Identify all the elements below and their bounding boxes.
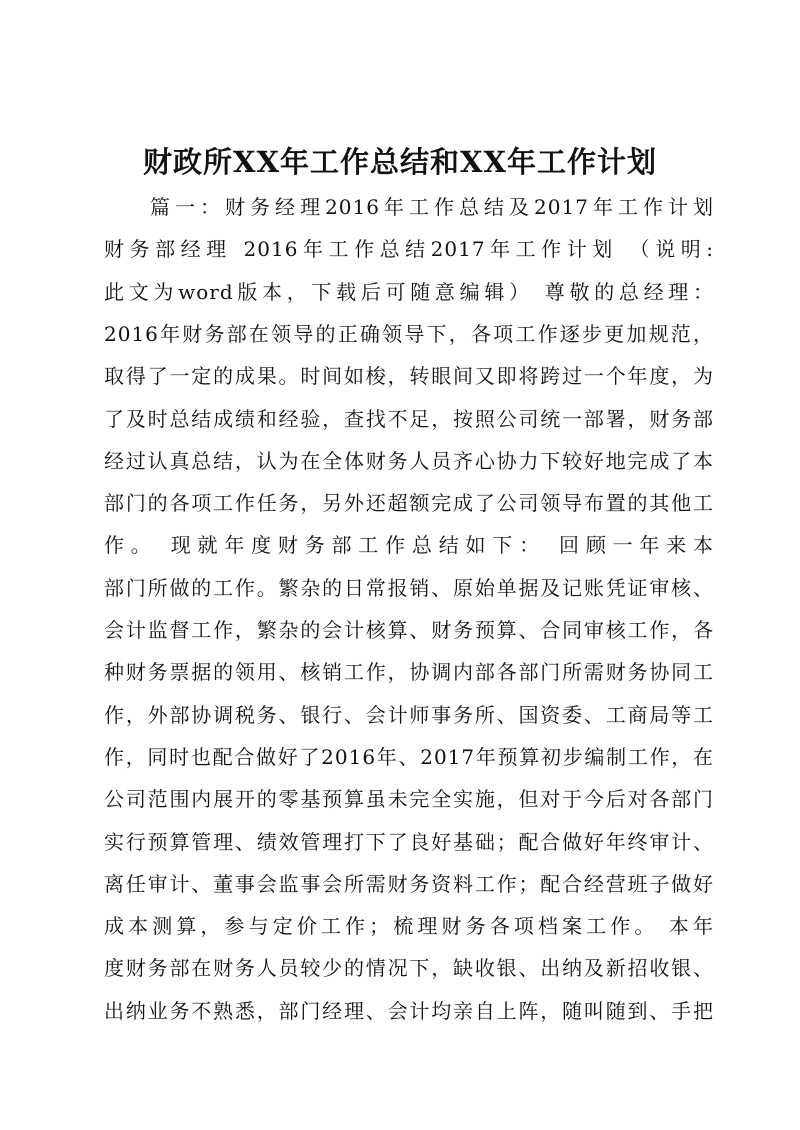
paragraph-line: 财务部经理 2016年工作总结2017年工作计划 （说明: [104, 237, 714, 261]
paragraph-line: 度财务部在财务人员较少的情况下，缺收银、出纳及新招收银、 [104, 956, 714, 980]
paragraph-line: 此文为word版本，下载后可随意编辑） 尊敬的总经理： [104, 280, 714, 304]
paragraph-line: 作。 现就年度财务部工作总结如下： 回顾一年来本 [104, 533, 714, 557]
paragraph-line: 公司范围内展开的零基预算虽未完全实施，但对于今后对各部门 [104, 787, 714, 811]
paragraph-line: 2016年财务部在领导的正确领导下，各项工作逐步更加规范， [104, 322, 714, 346]
paragraph-line: 会计监督工作，繁杂的会计核算、财务预算、合同审核工作，各 [104, 618, 714, 642]
paragraph-line: 部门的各项工作任务，另外还超额完成了公司领导布置的其他工 [104, 491, 714, 515]
paragraph-line: 作，同时也配合做好了2016年、2017年预算初步编制工作，在 [104, 745, 714, 769]
paragraph-line: 实行预算管理、绩效管理打下了良好基础；配合做好年终审计、 [104, 830, 714, 854]
paragraph-line: 出纳业务不熟悉，部门经理、会计均亲自上阵，随叫随到、手把 [104, 999, 714, 1023]
paragraph-line: 经过认真总结，认为在全体财务人员齐心协力下较好地完成了本 [104, 449, 714, 473]
paragraph-line: 篇一：财务经理2016年工作总结及2017年工作计划 [150, 195, 714, 219]
paragraph-line: 作，外部协调税务、银行、会计师事务所、国资委、工商局等工 [104, 703, 714, 727]
paragraph-line: 离任审计、董事会监事会所需财务资料工作；配合经营班子做好 [104, 872, 714, 896]
paragraph-line: 取得了一定的成果。时间如梭，转眼间又即将跨过一个年度，为 [104, 364, 714, 388]
paragraph-line: 了及时总结成绩和经验，查找不足，按照公司统一部署，财务部 [104, 407, 714, 431]
paragraph-line: 种财务票据的领用、核销工作，协调内部各部门所需财务协同工 [104, 660, 714, 684]
paragraph-line: 部门所做的工作。繁杂的日常报销、原始单据及记账凭证审核、 [104, 576, 714, 600]
document-title: 财政所XX年工作总结和XX年工作计划 [142, 145, 657, 179]
paragraph-line: 成本测算，参与定价工作；梳理财务各项档案工作。 本年 [104, 914, 714, 938]
